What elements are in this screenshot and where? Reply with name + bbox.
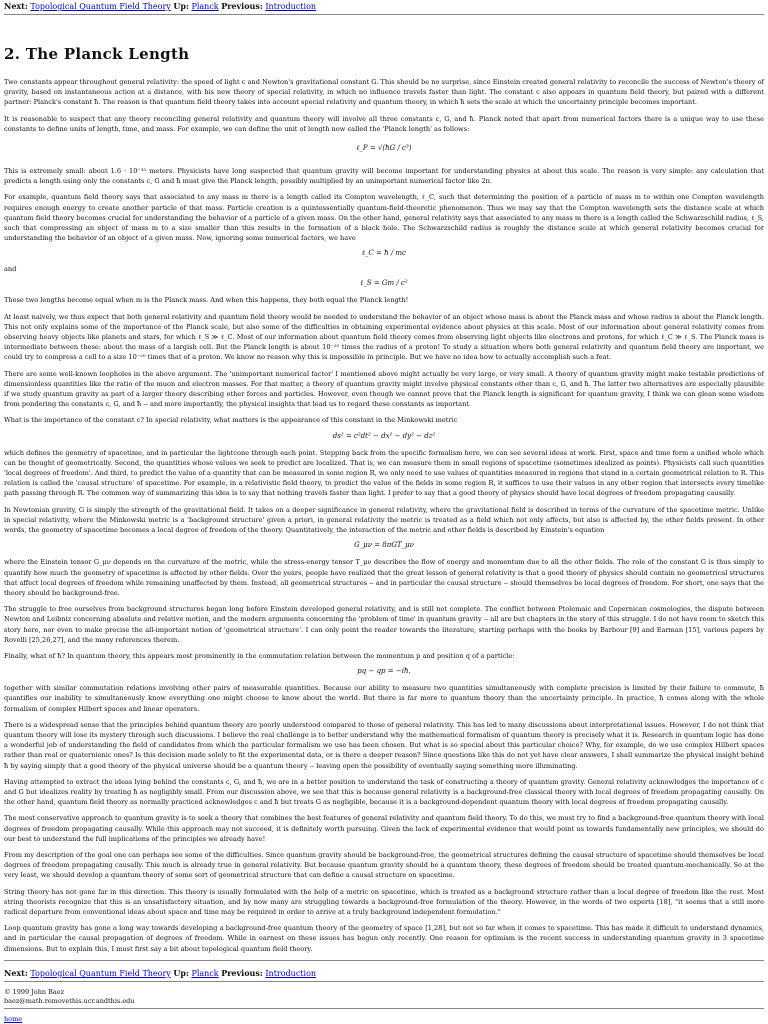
- paragraph-12: The struggle to free ourselves from background structures began long before Einstein developed general relativity, and is still not complete. The conflict between Ptolemaic and Copernican cosmologies, the dispute between Newton and Leibniz concerning absolute and relative motion, and the modern arguments concerning the 'problem of time' in quantum gravity -- all are but chapters in the story of this struggle. I do not have room to sketch this story here, nor even to make precise the all-important notion of 'geometrical structure'. I can only point the reader towards the literature, starting perhaps with the books by Barbour [9] and Earman [15], various papers by Rovelli [25,26,27], and the many references therein.: [4, 605, 764, 644]
- paragraph-7: There are some well-known loopholes in the above argument. The 'unimportant numerical factor' I mentioned above might actually be very large, or very small. A theory of quantum gravity might make testable predictions of dimensionless quantities like the ratio of the muon and electron masses. For that matter, a theory of quantum gravity might involve physical constants other than c, G, and ħ. The latter two alternatives are especially plausible if we study quantum gravity as part of a larger theory describing other forces and particles. However, even though we cannot prove that the Planck length is significant for quantum gravity, I think we can glean some wisdom from pondering the constants c, G, and ħ -- and more importantly, the physical insights that lead us to regard these constants as important.: [4, 369, 764, 409]
- nav-up-link[interactable]: Planck: [191, 2, 219, 11]
- paragraph-3: This is extremely small: about 1.6 · 10⁻³⁵ meters. Physicists have long suspected that quantum gravity will become important for understanding physics at about this scale. The reason is very simple: any calculation that predicts a length using only the constants c, G and ħ must give the Planck length, possibly multiplied by an unimportant numerical factor like 2π.: [4, 167, 764, 186]
- footer-up-label: Up:: [173, 967, 189, 978]
- paragraph-4: For example, quantum field theory says that associated to any mass m there is a length called its Compton wavelength, ℓ_C, such that determining the position of a particle of mass m to within one Compton wavelength requires enough energy to create another particle of that mass. Particle creation is a quintessentially quantum-field-theoretic phenomenon. Thus we may say that the Compton wavelength sets the distance scale at which quantum field theory becomes crucial for understanding the behavior of a particle of a given mass. On the other hand, general relativity says that associated to any mass m there is a length called the Schwarzschild radius, ℓ_S, such that compressing an object of mass m to a size smaller than this results in the formation of a black hole. The Schwarzschild radius is roughly the distance scale at which general relativity becomes crucial for understanding the behavior of an object of a given mass. Now, ignoring some numerical factors, we have: [4, 193, 764, 243]
- paragraph-19: String theory has not gone far in this direction. This theory is usually formulated with the help of a metric on spacetime, which is treated as a background structure rather than a local degree of freedom like the rest. Most string theorists recognize that this is an unsatisfactory situation, and by now many are struggling towards a background-free formulation of the theory. However, in the words of two experts [18], "it seems that a still more radical departure from conventional ideas about space and time may be required in order to arrive at a truly background independent formulation.": [4, 887, 764, 916]
- author-email: baez@math.removethis.ucr.andthis.edu: [4, 996, 135, 1005]
- paragraph-11: where the Einstein tensor G_μν depends on the curvature of the metric, while the stress-energy tensor T_μν describes the flow of energy and momentum due to all the other fields. The role of the constant G is thus simply to quantify how much the geometry of spacetime is affected by other fields. Over the years, people have realized that the great lesson of general relativity is that a good theory of physics should contain no geometrical structures that affect local degrees of freedom while remaining unaffected by them. Instead, all geometrical structures -- and in particular the causal structure -- should themselves be local degrees of freedom. For short, one says that the theory should be background-free.: [4, 558, 764, 597]
- equation-schwarzschild: ℓ_S = Gm / c²: [360, 279, 408, 288]
- top-navigation: [4, 0, 764, 12]
- top-divider: [4, 14, 764, 15]
- bottom-navigation: [4, 967, 764, 979]
- footer-previous-label: Previous:: [221, 967, 263, 978]
- footer-next-link[interactable]: Topological Quantum Field Theory: [30, 968, 171, 978]
- nav-up-label: Up:: [173, 1, 189, 11]
- footer-next-label: Next:: [4, 967, 28, 978]
- paragraph-5: These two lengths become equal when m is the Planck mass. And when this happens, they both equal the Planck length!: [4, 296, 409, 305]
- paragraph-20: Loop quantum gravity has gone a long way towards developing a background-free quantum theory of the geometry of space [1,28], but not so far when it comes to spacetime. This has made it difficult to understand dynamics, and in particular the causal propagation of degrees of freedom. While in earnest on these issues has begun only recently. One reason for optimism is the recent success in understanding quantum gravity in 3 spacetime dimensions. But to explain this, I must first say a bit about topological quantum field theory.: [4, 924, 764, 953]
- copyright: © 1999 John Baez: [4, 987, 65, 996]
- and-word: and: [4, 265, 17, 274]
- paragraph-13: Finally, what of ħ? In quantum theory, this appears most prominently in the commutation relation between the momentum p and position q of a particle:: [4, 651, 515, 660]
- paragraph-14: together with similar commutation relations involving other pairs of measurable quantities. Because our ability to measure two quantities simultaneously with complete precision is limited by their failure to commute, ħ quantifies our inability to simultaneously know everything one might choose to know about the world. But there is far more to quantum theory than the uncertainty principle. In practice, ħ comes along with the whole formalism of complex Hilbert spaces and linear operators.: [4, 684, 764, 713]
- paragraph-6: At least naively, we thus expect that both general relativity and quantum field theory would be needed to understand the behavior of an object whose mass is about the Planck mass and whose radius is about the Planck length. This not only explains some of the importance of the Planck scale, but also some of the difficulties in obtaining experimental evidence about physics at this scale. Most of our information about general relativity comes from observing heavy objects like planets and stars, for which ℓ_S ≫ ℓ_C. Most of our information about quantum field theory comes from observing light objects like electrons and protons, for which ℓ_C ≫ ℓ_S. The Planck mass is intermediate between these: about the mass of a largish cell. But the Planck length is about 10⁻²⁰ times the radius of a proton! To study a situation where both general relativity and quantum field theory are important, we could try to compress a cell to a size 10⁻²⁰ times that of a proton. We know no reason why this is impossible in principle. But we have no idea how to actually accomplish such a feat.: [4, 312, 764, 362]
- home-link[interactable]: home: [4, 1014, 23, 1023]
- bottom-divider: [4, 960, 764, 961]
- nav-previous-link[interactable]: Introduction: [265, 2, 317, 11]
- footer-divider: [4, 981, 764, 982]
- nav-next-label: Next:: [4, 1, 28, 11]
- page-title: 2. The Planck Length: [4, 45, 190, 63]
- equation-commutator: pq − qp = −iħ,: [357, 667, 411, 676]
- paragraph-15: There is a widespread sense that the principles behind quantum theory are poorly understood compared to those of general relativity. This has led to many discussions about interpretational issues. However, I do not think that quantum theory will lose its mystery through such discussions. I believe the real challenge is to better understand why the mathematical formalism of quantum theory is precisely what it is. Research in quantum logic has done a wonderful job of understanding the field of candidates from which the particular formalism we use has been chosen. But what is so special about this particular choice? Why, for example, do we use complex Hilbert spaces rather than real or quaternionic ones? Is this decision made solely to fit the experimental data, or is there a deeper reason? Since questions like this do not yet have clear answers, I shall summarize the physical insight behind ħ by saying simply that a good theory of the physical universe should be a quantum theory -- leaving open the possibility of eventually saying something more illuminating.: [4, 720, 764, 770]
- nav-previous-label: Previous:: [221, 1, 263, 11]
- paragraph-1: Two constants appear throughout general relativity: the speed of light c and Newton's gravitational constant G. This should be no surprise, since Einstein created general relativity to reconcile the success of Newton's theory of gravity, based on instantaneous action at a distance, with his new theory of special relativity, in which no influence travels faster than light. The constant c also appears in quantum field theory, but paired with a different partner: Planck's constant ħ. The reason is that quantum field theory takes into account special relativity and quantum theory, in which ħ sets the scale at which the uncertainty principle becomes important.: [4, 78, 764, 107]
- equation-minkowski: ds² = c²dt² − dx² − dy² − dz²: [332, 431, 436, 440]
- paragraph-9: which defines the geometry of spacetime, and in particular the lightcone through each point. Stepping back from the specific formalism here, we can see several ideas at work. First, space and time form a unified whole which can be thought of geometrically. Second, the quantities whose values we seek to predict are localized. That is, we can measure them in small regions of spacetime (sometimes idealized as points). Physicists call such quantities 'local degrees of freedom'. And third, to predict the value of a quantity that can be measured in some region R, we only need to use values of quantities measured in regions that stand in a certain geometrical relation to R. This relation is called the 'causal structure' of spacetime. For example, in a relativistic field theory, to predict the value of the fields in some region R, it suffices to use their values in any other region that intersects every timelike path passing through R. The common way of summarizing this idea is to say that nothing travels faster than light. I prefer to say that a good theory of physics should have local degrees of freedom propagating causally.: [4, 448, 764, 498]
- paragraph-17: The most conservative approach to quantum gravity is to seek a theory that combines the best features of general relativity and quantum field theory. To do this, we must try to find a background-free quantum theory with local degrees of freedom propagating causally. While this approach may not succeed, it is definitely worth pursuing. Given the lack of experimental evidence that would point us towards fundamentally new principles, we should do our best to understand the full implications of the principles we already have!: [4, 814, 764, 843]
- paragraph-10: In Newtonian gravity, G is simply the strength of the gravitational field. It takes on a deeper significance in general relativity, where the gravitational field is described in terms of the curvature of the spacetime metric. Unlike in special relativity, where the Minkowski metric is a 'background structure' given a priori, in general relativity the metric is treated as a field which not only affects, but also is affected by, the other fields present. In other words, the geometry of spacetime becomes a local degree of freedom of the theory. Quantitatively, the interaction of the metric and other fields is described by Einstein's equation: [4, 505, 764, 535]
- equation-compton: ℓ_C = ħ / mc: [362, 249, 406, 258]
- equation-planck-length: ℓ_P = √(ħG / c³): [356, 144, 412, 153]
- footer: [4, 988, 764, 1024]
- paragraph-2: It is reasonable to suspect that any theory reconciling general relativity and quantum theory will involve all three constants c, G, and ħ. Planck noted that apart from numerical factors there is a unique way to use these constants to define units of length, time, and mass. For example, we can define the unit of length now called the 'Planck length' as follows:: [4, 114, 764, 133]
- paragraph-8: What is the importance of the constant c? In special relativity, what matters is the appearance of this constant in the Minkowski metric: [4, 416, 458, 425]
- equation-einstein: G_μν = 8πGT_μν: [354, 541, 414, 550]
- nav-next-link[interactable]: Topological Quantum Field Theory: [30, 2, 171, 11]
- footer-up-link[interactable]: Planck: [191, 968, 219, 978]
- footer-rule: [4, 1008, 764, 1009]
- paragraph-18: From my description of the goal one can perhaps see some of the difficulties. Since quantum gravity should be background-free, the geometrical structures defining the causal structure of spacetime should themselves be local degrees of freedom propagating causally. This much is already true in general relativity. But because quantum gravity should be a quantum theory, these degrees of freedom should be treated quantum-mechanically. So at the very least, we should develop a quantum theory of some sort of geometrical structure that can define a causal structure on spacetime.: [4, 850, 764, 880]
- footer-previous-link[interactable]: Introduction: [265, 968, 317, 978]
- paragraph-16: Having attempted to extract the ideas lying behind the constants c, G, and ħ, we are in a better position to understand the task of constructing a theory of quantum gravity. General relativity acknowledges the importance of c and G but idealizes reality by treating ħ as negligibly small. From our discussion above, we see that this is because general relativity is a background-free classical theory with local degrees of freedom propagating causally. On the other hand, quantum field theory as normally practiced acknowledges c and ħ but treats G as negligible, because it is a background-dependent quantum theory with local degrees of freedom propagating causally.: [4, 777, 764, 807]
